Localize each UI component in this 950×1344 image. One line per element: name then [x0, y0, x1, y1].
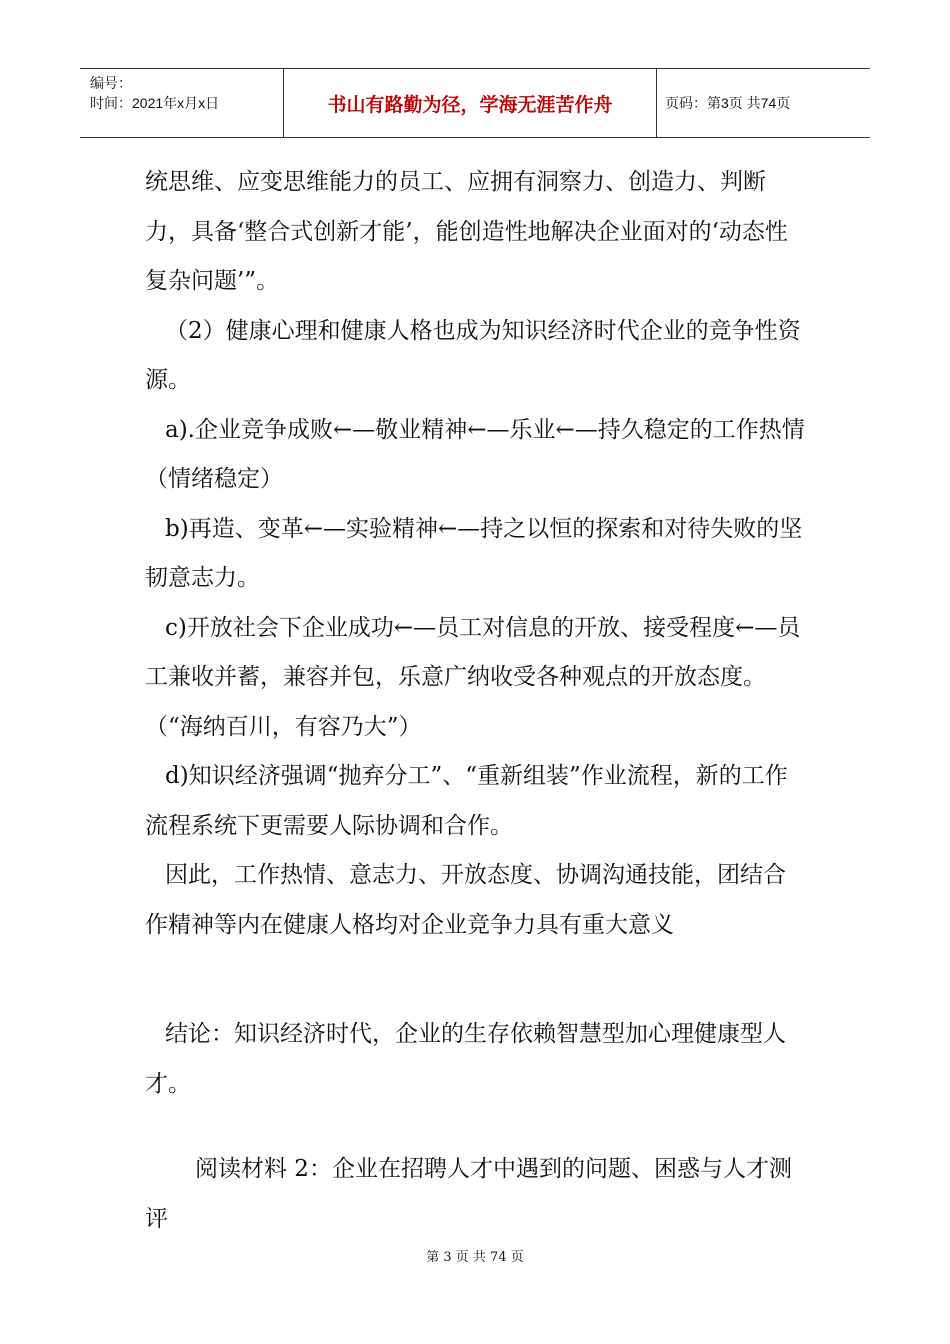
- paragraph: a).企业竞争成败←—敬业精神←—乐业←—持久稳定的工作热情（情绪稳定）: [145, 416, 805, 492]
- paragraph: c)开放社会下企业成功←—员工对信息的开放、接受程度←—员工兼收并蓄，兼容并包，乐意广纳收受各种观点的开放态度。（“海纳百川，有容乃大”）: [145, 614, 801, 740]
- paragraph: b)再造、变革←—实验精神←—持之以恒的探索和对待失败的坚韧意志力。: [145, 515, 803, 591]
- code-label: 编号：: [90, 75, 132, 91]
- paragraph: 统思维、应变思维能力的员工、应拥有洞察力、创造力、判断力，具备‘整合式创新才能’，能创造性地解决企业面对的‘动态性复杂问题’”。: [145, 169, 788, 294]
- paragraph: 因此，工作热情、意志力、开放态度、协调沟通技能，团结合作精神等内在健康人格均对企业竞争力具有重大意义: [145, 862, 786, 938]
- spacer: [145, 1109, 807, 1145]
- header-divider: [283, 69, 284, 137]
- header-page-info: 页码：第3页 共74页: [665, 95, 791, 111]
- page-header: [80, 68, 870, 138]
- paragraph: （2）健康心理和健康人格也成为知识经济时代企业的竞争性资源。: [145, 317, 801, 393]
- conclusion-paragraph: 结论：知识经济时代，企业的生存依赖智慧型加心理健康型人才。: [145, 1021, 786, 1097]
- page-footer: 第 3 页 共 74 页: [426, 1250, 524, 1265]
- reading-material-title: 阅读材料 2：企业在招聘人才中遇到的问题、困惑与人才测评: [145, 1156, 792, 1232]
- time-label: 时间：2021年x月x日: [90, 95, 220, 111]
- paragraph: d)知识经济强调“抛弃分工”、“重新组装”作业流程，新的工作流程系统下更需要人际协调和合作。: [145, 763, 788, 839]
- header-motto: 书山有路勤为径，学海无涯苦作舟: [327, 93, 613, 116]
- header-meta: [90, 73, 219, 113]
- spacer: [145, 950, 807, 1010]
- document-body: [145, 158, 807, 1244]
- header-divider: [656, 69, 657, 137]
